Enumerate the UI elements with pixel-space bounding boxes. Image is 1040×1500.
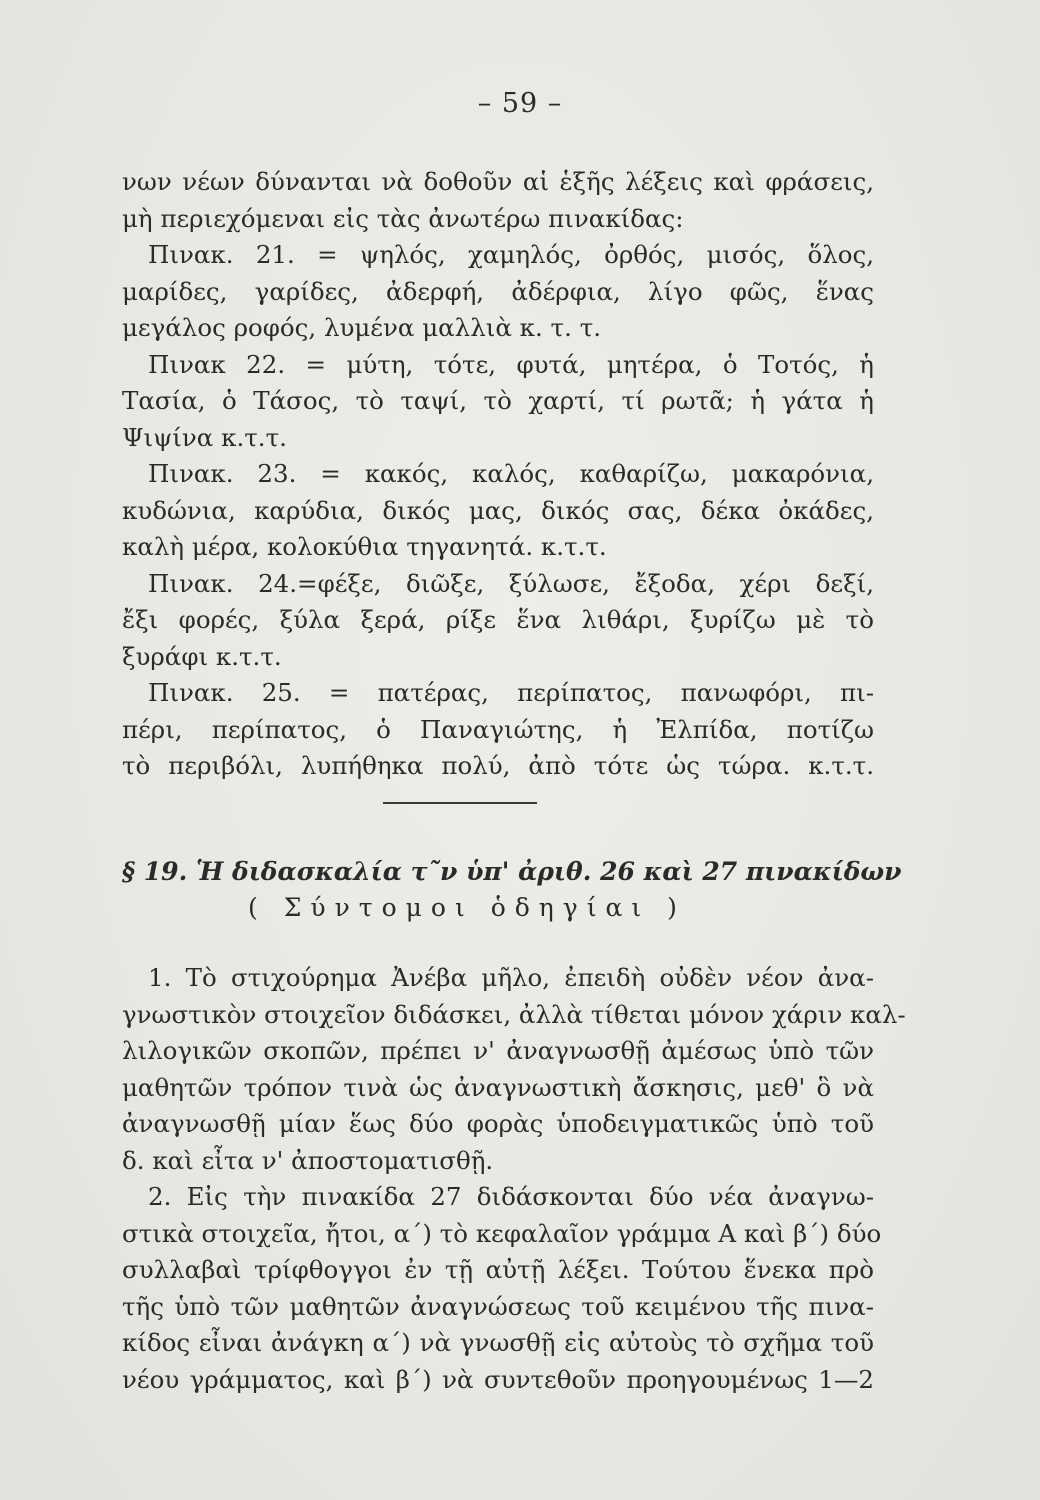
section-header bbox=[122, 854, 902, 926]
text-line: γνωστικὸν στοιχεῖον διδάσκει, ἀλλὰ τίθεται μόνον χάριν καλ- bbox=[122, 999, 906, 1029]
text-line: τὸ περιβόλι, λυπήθηκα πολύ, ἀπὸ τότε ὡς τώρα. κ.τ.τ. bbox=[122, 751, 874, 780]
vocabulary-list bbox=[122, 164, 874, 785]
text-line: μαρίδες, γαρίδες, ἀδερφή, ἀδέρφια, λίγο φῶς, ἕνας bbox=[122, 276, 874, 306]
section-subheading: ( Σύντομοι ὁδηγίαι ) bbox=[248, 893, 686, 922]
text-line: μαθητῶν τρόπον τινὰ ὡς ἀναγνωστικὴ ἄσκησις, μεθ' ὃ νὰ bbox=[122, 1072, 874, 1102]
text-line: δ. καὶ εἶτα ν' ἀποστοματισθῇ. bbox=[122, 1145, 494, 1175]
section-divider bbox=[383, 802, 537, 804]
text-line: Τασία, ὁ Τάσος, τὸ ταψί, τὸ χαρτί, τί ρωτᾶ; ἡ γάτα ἡ bbox=[122, 386, 874, 415]
text-line: Ψιψίνα κ.τ.τ. bbox=[122, 422, 287, 452]
text-line: ἀναγνωσθῇ μίαν ἕως δύο φορὰς ὑποδειγματικῶς ὑπὸ τοῦ bbox=[122, 1109, 874, 1138]
text-line: ἔξι φορές, ξύλα ξερά, ρίξε ἕνα λιθάρι, ξυρίζω μὲ τὸ bbox=[122, 605, 874, 634]
text-line: καλὴ μέρα, κολοκύθια τηγανητά. κ.τ.τ. bbox=[122, 532, 607, 561]
text-line: μὴ περιεχόμεναι εἰς τὰς ἀνωτέρω πινακίδας: bbox=[122, 203, 684, 233]
text-line: κίδος εἶναι ἀνάγκη α΄) νὰ γνωσθῇ εἰς αὐτοὺς τὸ σχῆμα τοῦ bbox=[122, 1328, 874, 1357]
text-line: κυδώνια, καρύδια, δικός μας, δικός σας, δέκα ὀκάδες, bbox=[122, 495, 874, 525]
text-line: μεγάλος ροφός, λυμένα μαλλιὰ κ. τ. τ. bbox=[122, 313, 602, 342]
section-heading: § 19. Ἡ διδασκαλία τ῀ν ὑπ' ἀριθ. 26 καὶ 27 πινακίδων bbox=[122, 857, 902, 886]
page-number: – 59 – bbox=[477, 88, 563, 119]
text-line: συλλαβαὶ τρίφθογγοι ἐν τῇ αὐτῇ λέξει. Τούτου ἕνεκα πρὸ bbox=[122, 1255, 874, 1284]
table-entry-25: Πινακ. 25. = πατέρας, περίπατος, πανωφόρι, πι- bbox=[148, 678, 874, 707]
paragraph-1-line: 1. Τὸ στιχούρημα Ἀνέβα μῆλο, ἐπειδὴ οὐδὲν νέον ἀνα- bbox=[148, 963, 874, 992]
text-line: στικὰ στοιχεῖα, ἤτοι, α΄) τὸ κεφαλαῖον γράμμα Α καὶ β΄) δύο bbox=[122, 1218, 882, 1248]
table-entry-24: Πινακ. 24.=φέξε, διῶξε, ξύλωσε, ἔξοδα, χέρι δεξί, bbox=[148, 568, 874, 598]
text-line: ξυράφι κ.τ.τ. bbox=[122, 641, 282, 671]
text-line: λιλογικῶν σκοπῶν, πρέπει ν' ἀναγνωσθῇ ἀμέσως ὑπὸ τῶν bbox=[122, 1036, 874, 1065]
instructions-body bbox=[122, 960, 906, 1398]
paragraph-2-line: 2. Εἰς τὴν πινακίδα 27 διδάσκονται δύο νέα ἀναγνω- bbox=[148, 1182, 874, 1211]
text-line: πέρι, περίπατος, ὁ Παναγιώτης, ἡ Ἐλπίδα, ποτίζω bbox=[122, 714, 874, 744]
table-entry-21: Πινακ. 21. = ψηλός, χαμηλός, ὀρθός, μισός, ὅλος, bbox=[148, 240, 874, 269]
text-line: νων νέων δύνανται νὰ δοθοῦν αἱ ἑξῆς λέξεις καὶ φράσεις, bbox=[122, 167, 874, 196]
table-entry-22: Πινακ 22. = μύτη, τότε, φυτά, μητέρα, ὁ Τοτός, ἡ bbox=[148, 349, 874, 379]
table-entry-23: Πινακ. 23. = κακός, καλός, καθαρίζω, μακαρόνια, bbox=[148, 459, 874, 488]
text-line: νέου γράμματος, καὶ β΄) νὰ συντεθοῦν προηγουμένως 1—2 bbox=[122, 1364, 874, 1394]
text-line: τῆς ὑπὸ τῶν μαθητῶν ἀναγνώσεως τοῦ κειμένου τῆς πινα- bbox=[122, 1291, 874, 1321]
